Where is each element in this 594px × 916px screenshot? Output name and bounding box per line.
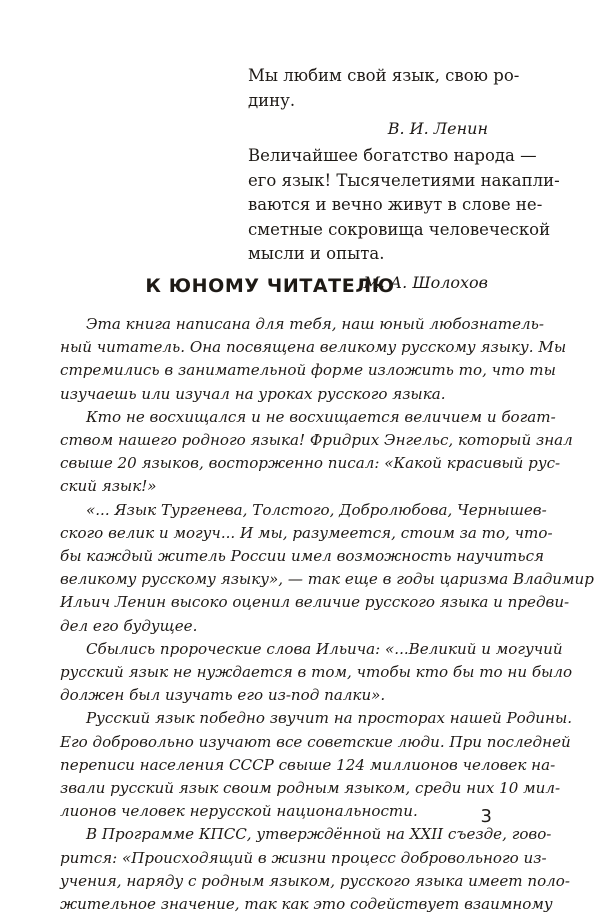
epigraph-line: его язык! Тысячелетиями накапли- <box>248 170 560 190</box>
epigraph-line: мысли и опыта. <box>248 244 385 263</box>
epigraph-line: Мы любим свой язык, свою ро- <box>248 66 520 85</box>
body-line: должен был изучать его из-под палки». <box>60 686 386 705</box>
body-line: свыше 20 языков, восторженно писал: «Какой красивый рус- <box>60 454 561 473</box>
body-line: дел его будущее. <box>60 616 198 635</box>
body-line: великому русскому языку», — так еще в годы царизма Владимир <box>60 570 594 589</box>
epigraph-line: ваются и вечно живут в слове не- <box>248 195 543 214</box>
body-line: Эта книга написана для тебя, наш юный любознатель- <box>86 315 544 333</box>
body-line: звали русский язык своим родным языком, среди них 10 мил- <box>60 779 561 798</box>
body-text <box>60 313 594 916</box>
epigraph-author: М. А. Шолохов <box>363 272 488 292</box>
body-line: русский язык не нуждается в том, чтобы кто бы то ни было <box>60 663 573 682</box>
body-line: ского велик и могуч... И мы, разумеется, стоим за то, что- <box>60 523 553 542</box>
body-line: стремились в занимательной форме изложить то, что ты <box>60 361 556 380</box>
body-line: учения, наряду с родным языком, русского языка имеет поло- <box>60 871 570 890</box>
epigraph-sholokhov <box>248 144 560 295</box>
epigraph-line: Величайшее богатство народа — <box>248 146 537 165</box>
body-line: жительное значение, так как это содействует взаимному <box>60 895 553 914</box>
epigraph-lenin <box>248 64 520 142</box>
section-heading: К ЮНОМУ ЧИТАТЕЛЮ <box>145 275 395 297</box>
body-line: ством нашего родного языка! Фридрих Энгельс, который знал <box>60 431 573 450</box>
body-line: В Программе КПСС, утверждённой на XXII съезде, гово- <box>86 825 552 844</box>
body-line: рится: «Происходящий в жизни процесс добровольного из- <box>60 848 547 867</box>
body-line: ский язык!» <box>60 477 157 496</box>
body-line: Его добровольно изучают все советские люди. При последней <box>60 732 571 751</box>
body-line: Кто не восхищался и не восхищается величием и богат- <box>86 407 556 426</box>
page-number: 3 <box>480 806 492 827</box>
epigraph-line: сметные сокровища человеческой <box>248 219 551 239</box>
body-line: Ильич Ленин высоко оценил величие русского языка и предви- <box>60 593 570 612</box>
body-line: ный читатель. Она посвящена великому русскому языку. Мы <box>60 338 567 357</box>
body-line: бы каждый житель России имел возможность научиться <box>60 547 545 566</box>
body-line: переписи населения СССР свыше 124 миллионов человек на- <box>60 755 556 774</box>
body-line: изучаешь или изучал на уроках русского языка. <box>60 384 446 403</box>
body-line: «... Язык Тургенева, Толстого, Добролюбова, Чернышев- <box>86 500 547 519</box>
body-line: Русский язык победно звучит на просторах нашей Родины. <box>86 709 573 728</box>
body-line: лионов человек нерусской национальности. <box>60 802 418 821</box>
epigraph-line: дину. <box>248 90 296 110</box>
body-line: Сбылись пророческие слова Ильича: «...Великий и могучий <box>86 639 563 658</box>
epigraph-author: В. И. Ленин <box>387 119 488 138</box>
